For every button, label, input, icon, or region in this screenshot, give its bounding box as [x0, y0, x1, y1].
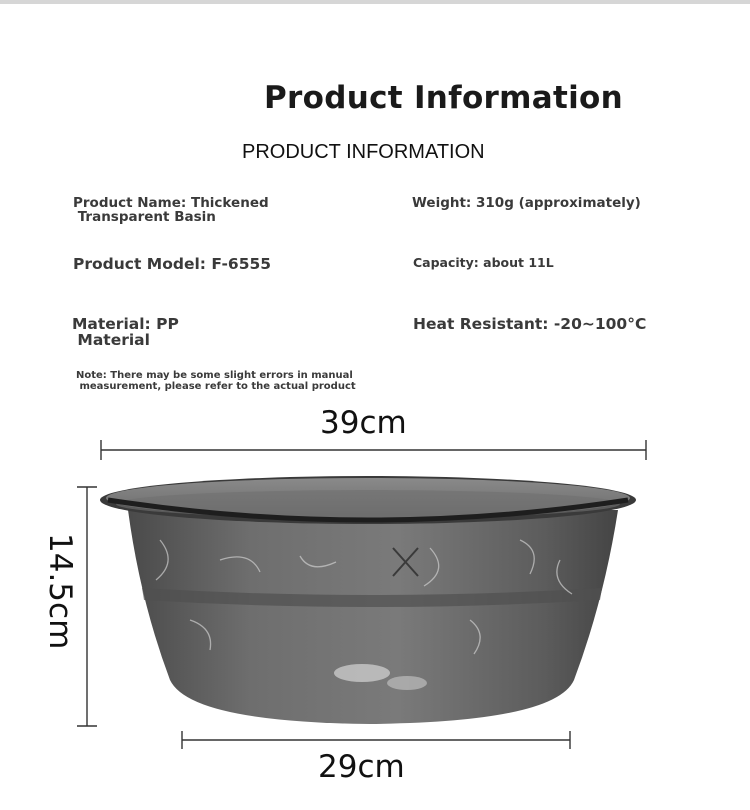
spec-capacity: Capacity: about 11L — [413, 255, 554, 270]
measurement-note: Note: There may be some slight errors in manual measurement, please refer to the actual product — [76, 370, 356, 392]
page-subtitle: PRODUCT INFORMATION — [242, 141, 485, 163]
spec-product-model: Product Model: F-6555 — [73, 255, 272, 273]
dimension-height: 14.5cm — [42, 533, 78, 650]
dimension-bottom-width: 29cm — [318, 749, 405, 785]
dimension-top-width: 39cm — [320, 405, 407, 441]
spec-product-name: Product Name: Thickened Transparent Basin — [73, 195, 269, 226]
spec-weight: Weight: 310g (approximately) — [412, 195, 641, 211]
spec-material: Material: PP Material — [72, 315, 179, 350]
spec-heat-resistant: Heat Resistant: -20~100°C — [413, 315, 647, 333]
page-title: Product Information — [264, 80, 623, 116]
